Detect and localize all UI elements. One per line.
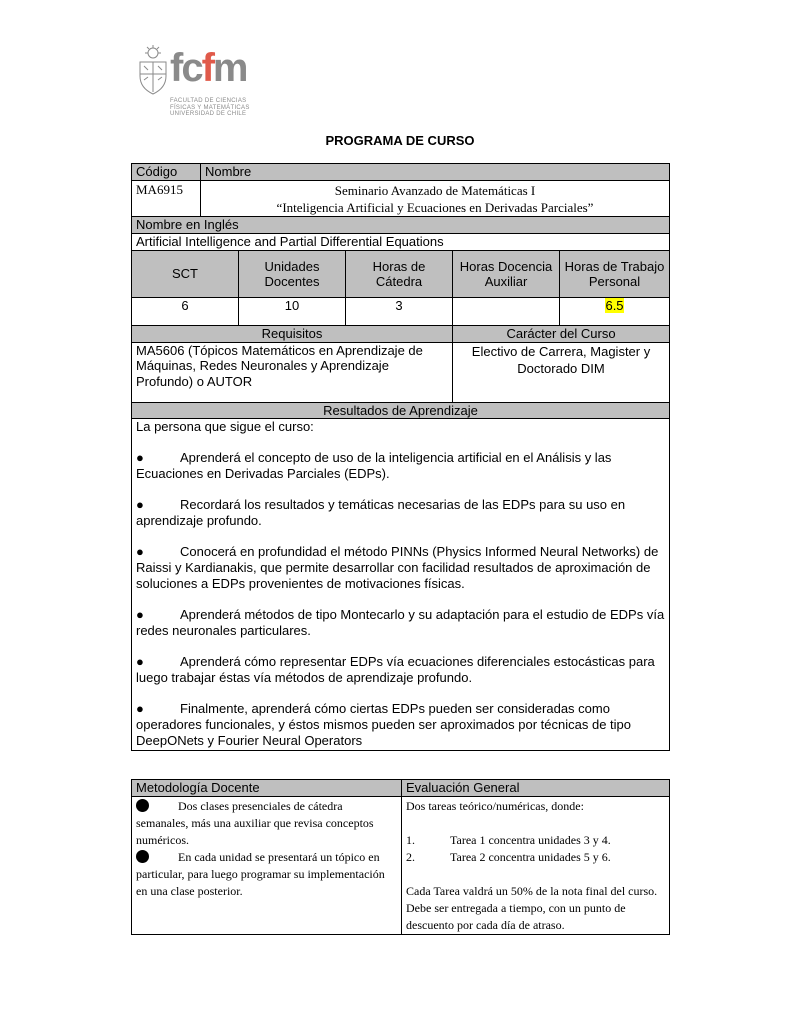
logo-subtitle: FACULTAD DE CIENCIAS FÍSICAS Y MATEMÁTICAS UNIVERSIDAD DE CHILE [170, 98, 250, 117]
name-label: Nombre [201, 164, 670, 181]
evaluation-item: 2. Tarea 2 concentra unidades 5 y 6. [406, 850, 611, 864]
english-name: Artificial Intelligence and Partial Differential Equations [132, 234, 670, 251]
result-item: ● Finalmente, aprenderá cómo ciertas EDPs pueden ser consideradas como operadores funcionales, y éstos mismos pueden ser aproximados por técnicas de tipo DeepONets y Fourier Neural Operators [136, 701, 631, 748]
hours-header-units: Unidades Docentes [239, 251, 346, 298]
hours-value-units: 10 [239, 298, 346, 326]
university-crest-icon [136, 44, 170, 96]
results-body [132, 419, 670, 751]
evaluation-note: Cada Tarea valdrá un 50% de la nota final del curso. Debe ser entregada a tiempo, con un punto de descuento por cada día de atraso. [406, 884, 658, 932]
methodology-label: Metodología Docente [132, 780, 402, 797]
hours-value-auxiliary [453, 298, 560, 326]
methodology-body [132, 797, 402, 935]
logo-wordmark: fcfm [170, 46, 247, 90]
results-label: Resultados de Aprendizaje [132, 402, 670, 419]
hours-header-lecture: Horas de Cátedra [346, 251, 453, 298]
result-item: ● Aprenderá métodos de tipo Montecarlo y su adaptación para el estudio de EDPs vía redes neuronales particulares. [136, 607, 665, 638]
fcfm-logo [136, 44, 266, 120]
course-table [131, 163, 670, 751]
hours-header-sct: SCT [132, 251, 239, 298]
page-title: PROGRAMA DE CURSO [325, 133, 475, 148]
hours-header-personal: Horas de Trabajo Personal [560, 251, 670, 298]
hours-value-lecture: 3 [346, 298, 453, 326]
hours-value-sct: 6 [132, 298, 239, 326]
methodology-item: En cada unidad se presentará un tópico en particular, para luego programar su implementación en una clase posterior. [136, 850, 385, 898]
character-label: Carácter del Curso [453, 326, 670, 343]
methodology-item: Dos clases presenciales de cátedra semanales, más una auxiliar que revisa conceptos numéricos. [136, 799, 374, 847]
code-label: Código [132, 164, 201, 181]
methodology-table [131, 779, 670, 935]
english-name-label: Nombre en Inglés [132, 217, 670, 234]
results-intro: La persona que sigue el curso: [136, 419, 314, 434]
course-code: MA6915 [132, 181, 201, 217]
evaluation-item: 1. Tarea 1 concentra unidades 3 y 4. [406, 833, 611, 847]
evaluation-body [402, 797, 670, 935]
hours-value-personal: 6.5 [560, 298, 670, 326]
result-item: ● Recordará los resultados y temáticas necesarias de las EDPs para su uso en aprendizaje profundo. [136, 497, 626, 528]
result-item: ● Aprenderá el concepto de uso de la inteligencia artificial en el Análisis y las Ecuaciones en Derivadas Parciales (EDPs). [136, 450, 612, 481]
evaluation-label: Evaluación General [402, 780, 670, 797]
course-name: Seminario Avanzado de Matemáticas I “Inteligencia Artificial y Ecuaciones en Derivadas Parciales” [201, 181, 670, 217]
bullet-icon [136, 799, 149, 812]
result-item: ● Aprenderá cómo representar EDPs vía ecuaciones diferenciales estocásticas para luego trabajar éstas vía métodos de aprendizaje profundo. [136, 654, 655, 685]
requirements-label: Requisitos [132, 326, 453, 343]
requirements-text: MA5606 (Tópicos Matemáticos en Aprendizaje de Máquinas, Redes Neuronales y Aprendizaje Profundo) o AUTOR [132, 342, 453, 402]
result-item: ● Conocerá en profundidad el método PINNs (Physics Informed Neural Networks) de Raissi y Kardianakis, que permite desarrollar con facilidad resultados de aproximación de soluciones a EDPs provenientes de motivaciones físicas. [136, 544, 659, 591]
bullet-icon [136, 850, 149, 863]
hours-header-auxiliary: Horas Docencia Auxiliar [453, 251, 560, 298]
evaluation-intro: Dos tareas teórico/numéricas, donde: [406, 799, 584, 813]
character-text: Electivo de Carrera, Magister y Doctorado DIM [453, 342, 670, 402]
